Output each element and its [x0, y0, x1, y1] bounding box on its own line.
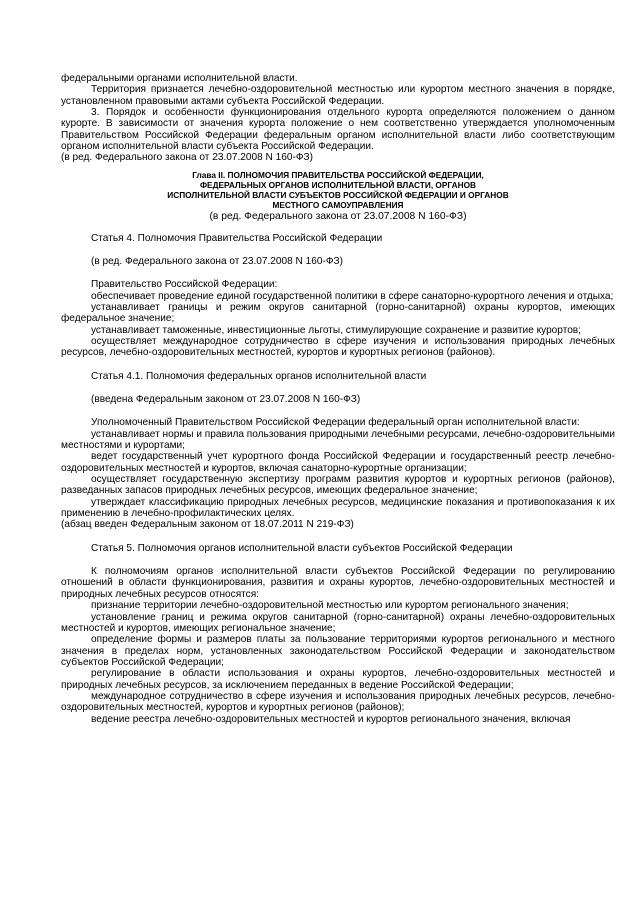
- document-page: [61, 73, 615, 725]
- paragraph-3-amendment-note: (в ред. Федерального закона от 23.07.2008 N 160-ФЗ): [61, 152, 313, 164]
- article-4-1-lead: Уполномоченный Правительством Российской Федерации федеральный орган исполнительной власти:: [91, 417, 580, 429]
- article-4-1-amendment-note: (абзац введен Федеральным законом от 18.07.2011 N 219-ФЗ): [61, 519, 354, 531]
- article-5-item: определение формы и размеров платы за пользование территориями курортов регионального и местного значения в пределах норм, установленных законодательством Российской Федерации и законодательством субъектов Российской Федерации;: [61, 634, 615, 668]
- article-4-1-item: осуществляет государственную экспертизу программ развития курортов и курортных регионов (районов), разведанных запасов природных лечебных ресурсов, имеющих федеральное значение;: [61, 474, 615, 497]
- article-4-1-introduced-note: (введена Федеральным законом от 23.07.2008 N 160-ФЗ): [91, 394, 361, 405]
- paragraph-intro-end: федеральными органами исполнительной власти.: [61, 73, 298, 84]
- article-4-title: Статья 4. Полномочия Правительства Российской Федерации: [91, 232, 383, 244]
- article-5-item: признание территории лечебно-оздоровительной местностью или курортом регионального значения;: [91, 600, 569, 612]
- article-4-item: устанавливает границы и режим округов санитарной (горно-санитарной) охраны курортов, имеющих федеральное значение;: [61, 301, 615, 325]
- article-4-item: устанавливает таможенные, инвестиционные льготы, стимулирующие сохранение и развитие курортов;: [91, 324, 581, 336]
- article-5-title: Статья 5. Полномочия органов исполнительной власти субъектов Российской Федерации: [91, 542, 513, 554]
- chapter-2-amendment-note: (в ред. Федерального закона от 23.07.2008 N 160-ФЗ): [209, 210, 467, 222]
- article-4-1-title: Статья 4.1. Полномочия федеральных органов исполнительной власти: [91, 370, 427, 382]
- article-5-item: ведение реестра лечебно-оздоровительных местностей и курортов регионального значения, включая: [91, 713, 571, 725]
- article-5-item: установление границ и режима округов санитарной (горно-санитарной) охраны лечебно-оздоровительных местностей и курортов, имеющих региональное значение;: [61, 611, 615, 634]
- article-4-1-item: утверждает классификацию природных лечебных ресурсов, медицинские показания и противопоказания к их применению в лечебно-профилактических целях.: [61, 496, 615, 520]
- article-4-item: осуществляет международное сотрудничество в сфере изучения и использования природных лечебных ресурсов, лечебно-оздоровительных местностей, курортов и курортных регионов (районов).: [61, 335, 615, 359]
- article-4-item: обеспечивает проведение единой государственной политики в сфере санаторно-курортного лечения и отдыха;: [91, 290, 614, 302]
- paragraph-3: 3. Порядок и особенности функционирования отдельного курорта определяются положением о данном курорте. В зависимости от значения курорта положение о нем соответственно утверждается уполномоченным Правительством Российской Федерации федеральным органом исполнительной власти либо соответствующим органом исполнительной власти субъекта Российской Федерации.: [61, 107, 615, 153]
- paragraph-territory: Территория признается лечебно-оздоровительной местностью или курортом местного значения в порядке, установленном правовыми актами субъекта Российской Федерации.: [61, 84, 615, 107]
- chapter-2-heading: Глава II. ПОЛНОМОЧИЯ ПРАВИТЕЛЬСТВА РОССИЙСКОЙ ФЕДЕРАЦИИ, ФЕДЕРАЛЬНЫХ ОРГАНОВ ИСПОЛНИТЕЛЬНОЙ ВЛАСТИ, ОРГАНОВ ИСПОЛНИТЕЛЬНОЙ ВЛАСТИ СУБЪЕКТОВ РОССИЙСКОЙ ФЕДЕРАЦИИ И ОРГАНОВ МЕСТНОГО САМОУПРАВЛЕНИЯ: [167, 169, 509, 211]
- article-4-lead: Правительство Российской Федерации:: [91, 279, 278, 291]
- article-4-1-item: ведет государственный учет курортного фонда Российской Федерации и государственный реестр лечебно-оздоровительных местностей и курортов, включая санаторно-курортные организации;: [61, 451, 615, 474]
- article-4-1-item: устанавливает нормы и правила пользования природными лечебными ресурсами, лечебно-оздоровительными местностями и курортами;: [61, 428, 615, 452]
- article-5-item: регулирование в области использования и охраны курортов, лечебно-оздоровительных местностей и природных лечебных ресурсов, за исключением переданных в ведение Российской Федерации;: [61, 668, 615, 691]
- article-5-lead: К полномочиям органов исполнительной власти субъектов Российской Федерации по регулированию отношений в области функционирования, развития и охраны курортов, лечебно-оздоровительных местностей и природных лечебных ресурсов относятся:: [61, 566, 615, 600]
- article-4-amendment-note: (в ред. Федерального закона от 23.07.2008 N 160-ФЗ): [91, 255, 343, 267]
- article-5-item: международное сотрудничество в сфере изучения и использования природных лечебных ресурсов, лечебно-оздоровительных местностей, курортов и курортных регионов (районов);: [61, 690, 615, 714]
